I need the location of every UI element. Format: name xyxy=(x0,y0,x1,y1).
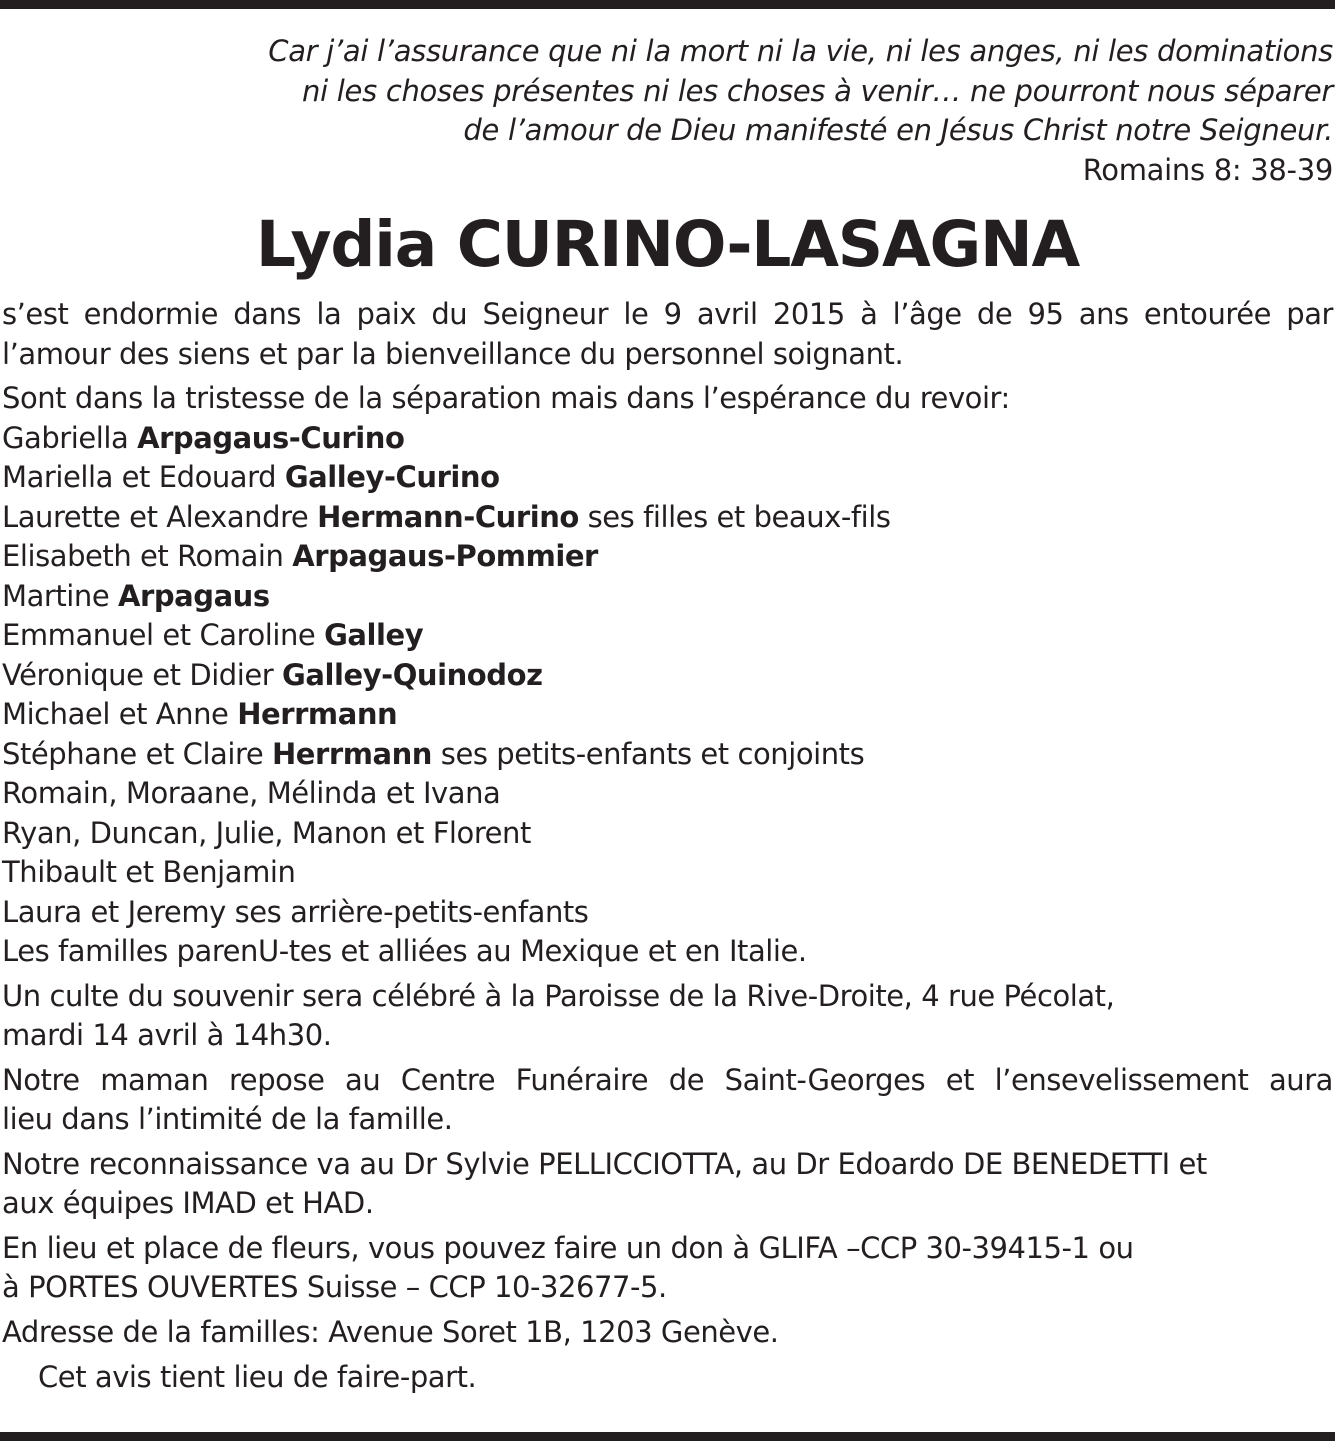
mourner-entry xyxy=(2,735,1333,775)
mourner-family-name: Arpagaus-Pommier xyxy=(292,539,598,573)
mourner-entry xyxy=(2,577,1333,617)
thanks-line: aux équipes IMAD et HAD. xyxy=(2,1186,374,1220)
bottom-rule xyxy=(0,1432,1335,1441)
descendants-line: Ryan, Duncan, Julie, Manon et Florent xyxy=(2,815,531,850)
mourner-given-names: Stéphane et Claire xyxy=(2,736,272,771)
rest-paragraph xyxy=(2,1061,1333,1140)
service-paragraph xyxy=(2,977,1333,1056)
notice-body xyxy=(2,295,1333,1398)
deceased-name: Lydia CURINO-LASAGNA xyxy=(255,208,1080,281)
descendants-line: Laura et Jeremy ses arrière-petits-enfants xyxy=(2,894,589,929)
mourner-family-name: Herrmann xyxy=(237,697,398,731)
mourner-given-names: Véronique et Didier xyxy=(2,657,283,692)
mourner-entry xyxy=(2,537,1333,577)
bible-verse xyxy=(133,32,1333,190)
verse-reference: Romains 8: 38-39 xyxy=(1082,152,1333,187)
mourner-entry xyxy=(2,419,1333,459)
mourner-family-name: Herrmann xyxy=(271,736,433,771)
closing-note: Cet avis tient lieu de faire-part. xyxy=(38,1360,477,1394)
mourner-entry xyxy=(2,616,1333,656)
donation-line: à PORTES OUVERTES Suisse – CCP 10-32677-5. xyxy=(2,1270,667,1304)
mourner-given-names: Martine xyxy=(2,578,118,613)
family-address: Adresse de la familles: Avenue Soret 1B, 1203 Genève. xyxy=(2,1314,779,1349)
mourners-list xyxy=(2,419,1333,775)
descendants-line: Romain, Moraane, Mélinda et Ivana xyxy=(2,776,501,810)
mourner-relation: ses petits-enfants et conjoints xyxy=(432,736,865,771)
mourner-family-name: Galley xyxy=(324,618,424,652)
mourner-family-name: Hermann-Curino xyxy=(317,499,579,534)
mourner-given-names: Gabriella xyxy=(2,420,138,455)
service-line: mardi 14 avril à 14h30. xyxy=(2,1018,332,1052)
donation-line: En lieu et place de fleurs, vous pouvez faire un don à GLIFA –CCP 30-39415-1 ou xyxy=(2,1230,1134,1265)
intro-line: s’est endormie dans la paix du Seigneur le 9 avril 2015 à l’âge de 95 ans entourée par xyxy=(2,297,1333,331)
mourner-given-names: Laurette et Alexandre xyxy=(2,499,318,534)
intro-line: l’amour des siens et par la bienveillance du personnel soignant. xyxy=(2,336,904,371)
descendants-line: Les familles parenU-tes et alliées au Mexique et en Italie. xyxy=(2,934,807,968)
verse-line: Car j’ai l’assurance que ni la mort ni la vie, ni les anges, ni les dominations xyxy=(268,34,1333,68)
mourner-given-names: Mariella et Edouard xyxy=(2,460,285,494)
mourners-intro: Sont dans la tristesse de la séparation mais dans l’espérance du revoir: xyxy=(2,381,1010,415)
mourner-given-names: Emmanuel et Caroline xyxy=(2,618,325,652)
mourner-entry xyxy=(2,656,1333,696)
mourner-family-name: Arpagaus-Curino xyxy=(137,420,405,455)
mourner-entry xyxy=(2,498,1333,538)
rest-line: Notre maman repose au Centre Funéraire de Saint-Georges et l’ensevelissement aura xyxy=(2,1062,1333,1097)
mourner-given-names: Elisabeth et Romain xyxy=(2,539,293,573)
thanks-line: Notre reconnaissance va au Dr Sylvie PELLICCIOTTA, au Dr Edoardo DE BENEDETTI et xyxy=(2,1146,1207,1181)
mourner-entry xyxy=(2,695,1333,735)
top-rule xyxy=(0,0,1335,9)
mourner-family-name: Galley-Quinodoz xyxy=(282,657,543,692)
thanks-paragraph xyxy=(2,1145,1333,1224)
descendants-line: Thibault et Benjamin xyxy=(2,855,296,889)
mourner-entry xyxy=(2,458,1333,498)
mourner-family-name: Arpagaus xyxy=(117,578,270,613)
mourner-family-name: Galley-Curino xyxy=(284,460,500,494)
rest-line: lieu dans l’intimité de la famille. xyxy=(2,1102,453,1136)
donation-paragraph xyxy=(2,1229,1333,1308)
mourner-relation: ses filles et beaux-fils xyxy=(578,499,891,534)
descendants-list xyxy=(2,774,1333,972)
verse-line: de l’amour de Dieu manifesté en Jésus Christ notre Seigneur. xyxy=(463,113,1333,147)
mourner-given-names: Michael et Anne xyxy=(2,697,238,731)
service-line: Un culte du souvenir sera célébré à la Paroisse de la Rive-Droite, 4 rue Pécolat, xyxy=(2,978,1115,1013)
verse-line: ni les choses présentes ni les choses à venir… ne pourront nous séparer xyxy=(302,73,1333,108)
